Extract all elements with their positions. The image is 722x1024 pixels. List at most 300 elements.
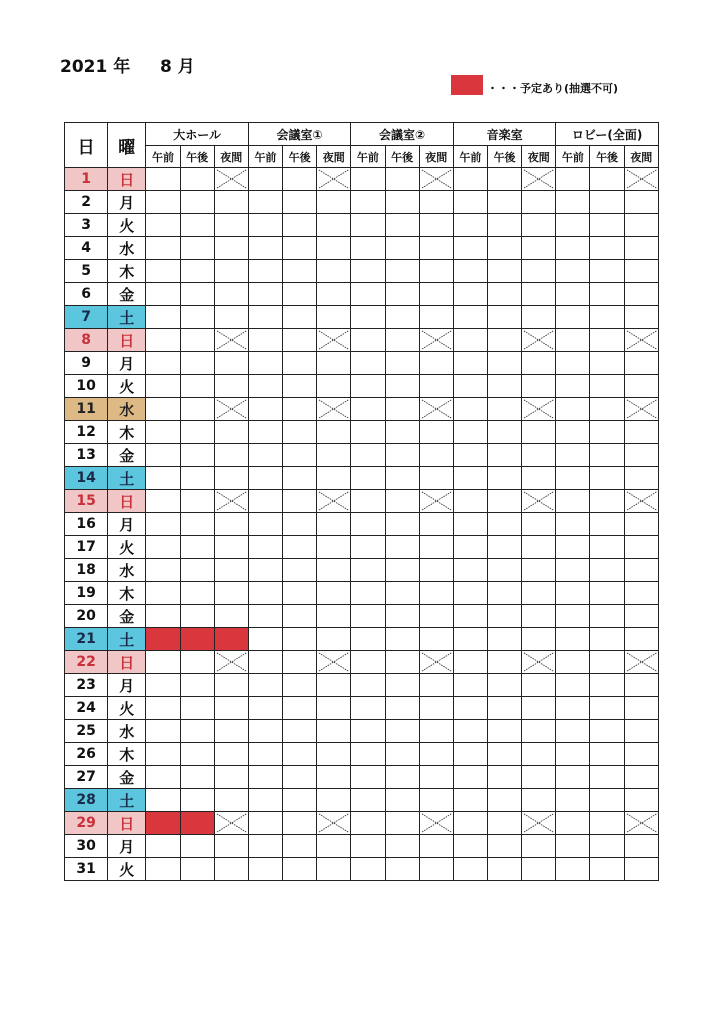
slot-cell: [146, 605, 180, 628]
slot-cell: [248, 720, 282, 743]
slot-cell: [248, 214, 282, 237]
table-row: [65, 490, 659, 513]
weekday-cell: 日: [108, 329, 146, 352]
slot-cell: [522, 237, 556, 260]
slot-cell: [590, 743, 624, 766]
slot-cell: [248, 743, 282, 766]
slot-cell: [624, 628, 658, 651]
slot-cell: [146, 168, 180, 191]
slot-cell: [248, 168, 282, 191]
table-row: [65, 697, 659, 720]
slot-cell: [453, 444, 487, 467]
slot-cell: [351, 421, 385, 444]
slot-cell: [146, 375, 180, 398]
slot-cell: [317, 766, 351, 789]
slot-cell: [385, 398, 419, 421]
slot-cell: [453, 605, 487, 628]
weekday-cell: 火: [108, 214, 146, 237]
slot-header: 夜間: [419, 146, 453, 168]
slot-cell: [624, 306, 658, 329]
weekday-cell: 土: [108, 306, 146, 329]
slot-cell: [180, 237, 214, 260]
day-number: 9: [65, 352, 108, 375]
slot-cell: [214, 421, 248, 444]
slot-cell: [317, 674, 351, 697]
table-row: [65, 766, 659, 789]
slot-cell: [556, 329, 590, 352]
slot-header: 午前: [453, 146, 487, 168]
slot-cell: [522, 720, 556, 743]
slot-cell: [487, 237, 521, 260]
slot-cell: [351, 214, 385, 237]
slot-cell: [624, 260, 658, 283]
slot-cell: [590, 306, 624, 329]
weekday-cell: 金: [108, 605, 146, 628]
slot-cell: [522, 513, 556, 536]
slot-cell: [522, 306, 556, 329]
slot-cell: [180, 559, 214, 582]
slot-cell: [590, 582, 624, 605]
slot-cell: [556, 697, 590, 720]
slot-cell: [556, 306, 590, 329]
slot-cell: [146, 789, 180, 812]
slot-cell: [385, 214, 419, 237]
slot-cell: [214, 467, 248, 490]
cross-mark-icon: [522, 490, 555, 512]
slot-cell: [590, 260, 624, 283]
slot-cell: [556, 168, 590, 191]
slot-cell: [556, 582, 590, 605]
slot-cell: [317, 582, 351, 605]
slot-cell: [487, 306, 521, 329]
slot-cell: [487, 513, 521, 536]
slot-cell: [248, 858, 282, 881]
slot-cell: [419, 697, 453, 720]
cross-mark-icon: [420, 168, 453, 190]
slot-cell: [624, 720, 658, 743]
slot-cell: [317, 743, 351, 766]
slot-cell: [487, 674, 521, 697]
slot-cell: [453, 858, 487, 881]
weekday-cell: 月: [108, 191, 146, 214]
slot-cell: [317, 559, 351, 582]
slot-cell: [522, 536, 556, 559]
table-row: [65, 352, 659, 375]
slot-cell: [419, 237, 453, 260]
slot-cell: [146, 352, 180, 375]
slot-cell: [590, 237, 624, 260]
day-number: 25: [65, 720, 108, 743]
slot-cell: [556, 651, 590, 674]
slot-cell: [283, 214, 317, 237]
slot-cell: [214, 674, 248, 697]
slot-cell: [248, 582, 282, 605]
slot-cell: [624, 789, 658, 812]
slot-cell: [214, 283, 248, 306]
slot-cell: [624, 467, 658, 490]
unavailable-slot-cell: [419, 168, 453, 191]
slot-cell: [556, 260, 590, 283]
weekday-cell: 金: [108, 444, 146, 467]
slot-cell: [248, 237, 282, 260]
slot-cell: [317, 536, 351, 559]
slot-cell: [214, 766, 248, 789]
slot-cell: [419, 674, 453, 697]
table-row: [65, 191, 659, 214]
table-row: [65, 168, 659, 191]
slot-cell: [385, 513, 419, 536]
slot-cell: [385, 191, 419, 214]
slot-cell: [317, 352, 351, 375]
slot-cell: [283, 260, 317, 283]
unavailable-slot-cell: [214, 490, 248, 513]
slot-cell: [248, 421, 282, 444]
slot-cell: [317, 306, 351, 329]
table-row: [65, 812, 659, 835]
slot-cell: [556, 214, 590, 237]
slot-header: 午前: [351, 146, 385, 168]
unavailable-slot-cell: [214, 812, 248, 835]
slot-cell: [487, 628, 521, 651]
slot-cell: [180, 789, 214, 812]
slot-cell: [146, 214, 180, 237]
slot-cell: [385, 168, 419, 191]
slot-cell: [556, 536, 590, 559]
slot-cell: [590, 651, 624, 674]
slot-cell: [146, 467, 180, 490]
slot-cell: [351, 306, 385, 329]
slot-cell: [283, 628, 317, 651]
slot-cell: [487, 352, 521, 375]
slot-cell: [624, 421, 658, 444]
slot-cell: [385, 651, 419, 674]
slot-cell: [180, 766, 214, 789]
table-row: [65, 214, 659, 237]
slot-cell: [317, 444, 351, 467]
slot-cell: [419, 766, 453, 789]
slot-cell: [556, 444, 590, 467]
slot-cell: [180, 352, 214, 375]
table-row: [65, 674, 659, 697]
weekday-cell: 水: [108, 398, 146, 421]
slot-cell: [522, 375, 556, 398]
booked-slot-cell: [180, 812, 214, 835]
day-number: 16: [65, 513, 108, 536]
slot-header: 午後: [283, 146, 317, 168]
slot-cell: [351, 628, 385, 651]
slot-cell: [453, 191, 487, 214]
slot-cell: [453, 168, 487, 191]
slot-cell: [522, 835, 556, 858]
slot-cell: [419, 444, 453, 467]
slot-cell: [317, 260, 351, 283]
slot-cell: [180, 674, 214, 697]
day-number: 26: [65, 743, 108, 766]
slot-cell: [248, 628, 282, 651]
slot-cell: [590, 513, 624, 536]
slot-cell: [522, 766, 556, 789]
cross-mark-icon: [420, 490, 453, 512]
slot-cell: [385, 375, 419, 398]
room-header: 音楽室: [453, 123, 556, 146]
slot-cell: [487, 812, 521, 835]
slot-header: 午前: [248, 146, 282, 168]
unavailable-slot-cell: [419, 651, 453, 674]
slot-cell: [248, 352, 282, 375]
slot-cell: [419, 352, 453, 375]
slot-cell: [214, 375, 248, 398]
slot-cell: [590, 536, 624, 559]
cross-mark-icon: [420, 812, 453, 834]
slot-cell: [624, 352, 658, 375]
slot-cell: [590, 444, 624, 467]
slot-cell: [351, 444, 385, 467]
day-number: 2: [65, 191, 108, 214]
weekday-cell: 火: [108, 375, 146, 398]
weekday-cell: 金: [108, 283, 146, 306]
room-header: 会議室①: [248, 123, 350, 146]
slot-cell: [214, 835, 248, 858]
slot-cell: [385, 306, 419, 329]
slot-cell: [146, 306, 180, 329]
day-number: 12: [65, 421, 108, 444]
cross-mark-icon: [317, 329, 350, 351]
day-number: 31: [65, 858, 108, 881]
slot-cell: [556, 237, 590, 260]
slot-cell: [522, 697, 556, 720]
slot-cell: [522, 421, 556, 444]
slot-cell: [180, 329, 214, 352]
slot-header: 午後: [385, 146, 419, 168]
slot-cell: [385, 743, 419, 766]
slot-cell: [385, 352, 419, 375]
slot-cell: [385, 536, 419, 559]
slot-cell: [624, 513, 658, 536]
slot-cell: [385, 720, 419, 743]
slot-cell: [283, 812, 317, 835]
slot-cell: [385, 237, 419, 260]
slot-cell: [248, 651, 282, 674]
weekday-cell: 月: [108, 674, 146, 697]
unavailable-slot-cell: [419, 812, 453, 835]
cross-mark-icon: [420, 398, 453, 420]
slot-cell: [487, 789, 521, 812]
cross-mark-icon: [317, 490, 350, 512]
day-number: 8: [65, 329, 108, 352]
table-row: [65, 329, 659, 352]
slot-cell: [214, 352, 248, 375]
slot-cell: [590, 283, 624, 306]
slot-cell: [351, 168, 385, 191]
slot-cell: [385, 858, 419, 881]
slot-cell: [590, 214, 624, 237]
unavailable-slot-cell: [522, 398, 556, 421]
day-number: 5: [65, 260, 108, 283]
slot-cell: [283, 582, 317, 605]
weekday-cell: 日: [108, 651, 146, 674]
slot-cell: [351, 743, 385, 766]
slot-cell: [180, 398, 214, 421]
slot-cell: [351, 835, 385, 858]
slot-cell: [522, 214, 556, 237]
slot-cell: [419, 513, 453, 536]
slot-cell: [180, 743, 214, 766]
day-number: 22: [65, 651, 108, 674]
slot-cell: [180, 467, 214, 490]
slot-cell: [487, 375, 521, 398]
slot-cell: [556, 375, 590, 398]
slot-cell: [590, 674, 624, 697]
slot-cell: [487, 720, 521, 743]
table-row: [65, 444, 659, 467]
slot-cell: [146, 582, 180, 605]
slot-cell: [453, 743, 487, 766]
slot-cell: [590, 329, 624, 352]
slot-cell: [146, 421, 180, 444]
slot-cell: [180, 697, 214, 720]
unavailable-slot-cell: [624, 329, 658, 352]
slot-cell: [283, 743, 317, 766]
slot-cell: [556, 513, 590, 536]
weekday-cell: 土: [108, 628, 146, 651]
slot-cell: [146, 329, 180, 352]
slot-cell: [248, 444, 282, 467]
slot-cell: [180, 651, 214, 674]
slot-cell: [248, 490, 282, 513]
weekday-cell: 木: [108, 421, 146, 444]
unavailable-slot-cell: [522, 490, 556, 513]
weekday-cell: 木: [108, 582, 146, 605]
slot-cell: [180, 168, 214, 191]
slot-cell: [214, 536, 248, 559]
slot-cell: [487, 582, 521, 605]
slot-cell: [624, 858, 658, 881]
slot-cell: [283, 283, 317, 306]
slot-cell: [351, 513, 385, 536]
slot-cell: [453, 375, 487, 398]
unavailable-slot-cell: [624, 651, 658, 674]
slot-cell: [487, 283, 521, 306]
table-row: [65, 628, 659, 651]
slot-cell: [248, 812, 282, 835]
cross-mark-icon: [522, 329, 555, 351]
table-row: [65, 306, 659, 329]
slot-cell: [590, 697, 624, 720]
slot-cell: [146, 191, 180, 214]
slot-cell: [590, 766, 624, 789]
day-number: 18: [65, 559, 108, 582]
legend-label: ・・・予定あり(抽選不可): [487, 82, 619, 95]
slot-cell: [180, 260, 214, 283]
cross-mark-icon: [625, 168, 658, 190]
slot-cell: [522, 582, 556, 605]
slot-cell: [146, 858, 180, 881]
slot-cell: [487, 835, 521, 858]
slot-cell: [419, 421, 453, 444]
slot-cell: [624, 743, 658, 766]
weekday-cell: 月: [108, 352, 146, 375]
slot-cell: [214, 513, 248, 536]
slot-cell: [283, 444, 317, 467]
slot-cell: [248, 536, 282, 559]
weekday-cell: 月: [108, 835, 146, 858]
slot-cell: [419, 582, 453, 605]
slot-cell: [385, 766, 419, 789]
slot-cell: [487, 858, 521, 881]
slot-cell: [317, 858, 351, 881]
slot-cell: [419, 536, 453, 559]
slot-cell: [624, 697, 658, 720]
slot-cell: [385, 789, 419, 812]
slot-cell: [487, 743, 521, 766]
slot-cell: [453, 789, 487, 812]
slot-cell: [351, 490, 385, 513]
slot-cell: [248, 835, 282, 858]
slot-header: 夜間: [624, 146, 658, 168]
slot-cell: [317, 628, 351, 651]
table-row: [65, 582, 659, 605]
slot-cell: [351, 674, 385, 697]
slot-cell: [453, 651, 487, 674]
table-row: [65, 536, 659, 559]
slot-cell: [351, 375, 385, 398]
slot-cell: [556, 352, 590, 375]
slot-cell: [283, 674, 317, 697]
slot-cell: [146, 260, 180, 283]
slot-header: 午後: [590, 146, 624, 168]
legend-swatch: [451, 75, 483, 95]
unavailable-slot-cell: [624, 490, 658, 513]
slot-cell: [419, 628, 453, 651]
day-number: 24: [65, 697, 108, 720]
room-header: 会議室②: [351, 123, 453, 146]
slot-cell: [248, 306, 282, 329]
unavailable-slot-cell: [624, 398, 658, 421]
slot-cell: [556, 283, 590, 306]
slot-cell: [385, 283, 419, 306]
slot-cell: [522, 789, 556, 812]
slot-cell: [556, 743, 590, 766]
unavailable-slot-cell: [624, 812, 658, 835]
slot-cell: [351, 536, 385, 559]
slot-cell: [283, 766, 317, 789]
weekday-cell: 火: [108, 697, 146, 720]
cross-mark-icon: [625, 329, 658, 351]
slot-cell: [487, 444, 521, 467]
slot-cell: [283, 467, 317, 490]
slot-cell: [487, 191, 521, 214]
cross-mark-icon: [215, 490, 248, 512]
day-number: 7: [65, 306, 108, 329]
weekday-cell: 土: [108, 789, 146, 812]
slot-header: 午後: [487, 146, 521, 168]
table-row: [65, 559, 659, 582]
slot-cell: [146, 835, 180, 858]
day-header: 日: [65, 123, 108, 168]
unavailable-slot-cell: [317, 168, 351, 191]
slot-cell: [453, 835, 487, 858]
weekday-cell: 月: [108, 513, 146, 536]
cross-mark-icon: [215, 651, 248, 673]
slot-cell: [351, 559, 385, 582]
slot-cell: [453, 582, 487, 605]
day-number: 23: [65, 674, 108, 697]
slot-cell: [624, 835, 658, 858]
slot-cell: [180, 720, 214, 743]
slot-cell: [556, 467, 590, 490]
slot-cell: [522, 858, 556, 881]
slot-cell: [487, 605, 521, 628]
